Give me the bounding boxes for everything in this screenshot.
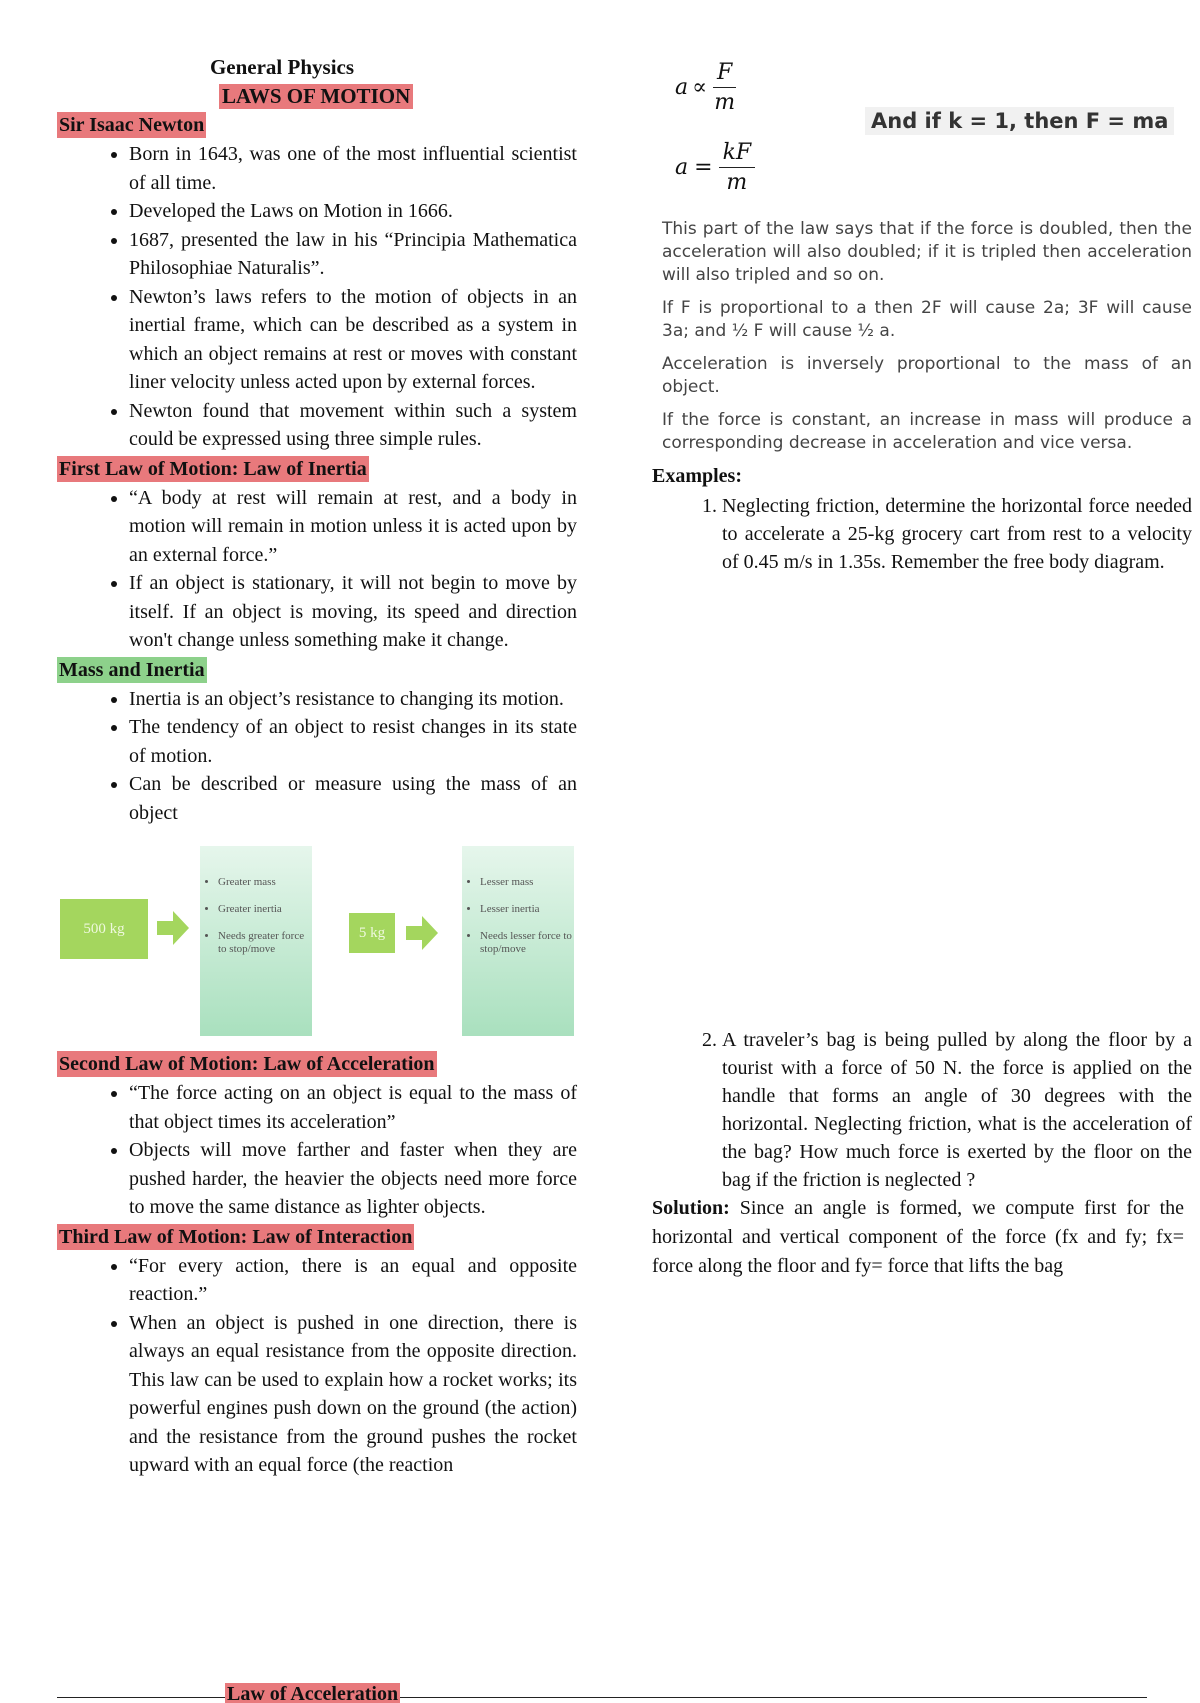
- note-paragraph: If F is proportional to a then 2F will cause 2a; 3F will cause 3a; and ½ F will cause ½ a.: [662, 298, 1192, 341]
- solution-paragraph: [652, 1194, 1184, 1281]
- mass-inertia-diagram: [52, 841, 577, 1041]
- list-item: • 1687, presented the law in his “Principia Mathematica Philosophiae Naturalis”.: [129, 226, 577, 283]
- list-item: • Lesser inertia: [480, 903, 574, 916]
- k-equals-one-note: And if k = 1, then F = ma: [865, 107, 1174, 135]
- mass-box-500kg: 500 kg: [60, 899, 148, 959]
- list-item: • Newton found that movement within such a system could be expressed using three simple rules.: [129, 397, 577, 454]
- list-item: • Objects will move farther and faster when they are pushed harder, the heavier the objects need more force to move the same distance as lighter objects.: [129, 1136, 577, 1222]
- second-law-bullet-list: [57, 1079, 577, 1222]
- list-item: • Newton’s laws refers to the motion of objects in an inertial frame, which can be described as a system in which an object remains at rest or moves with constant liner velocity unless acted upon by external forces.: [129, 283, 577, 397]
- third-law-bullet-list: [57, 1252, 577, 1480]
- formula-numerator: kF: [719, 140, 756, 168]
- list-item: • Inertia is an object’s resistance to changing its motion.: [129, 685, 577, 714]
- first-law-bullet-list: [57, 484, 577, 655]
- formula-denominator: m: [714, 90, 736, 115]
- lesser-mass-panel: [462, 846, 574, 1036]
- list-item: • Lesser mass: [480, 876, 574, 889]
- section-heading-second-law: Second Law of Motion: Law of Acceleration: [59, 1053, 435, 1075]
- document-subtitle: LAWS OF MOTION: [219, 84, 413, 109]
- mass-inertia-bullet-list: [57, 685, 577, 828]
- greater-mass-panel: [200, 846, 312, 1036]
- list-item: • Needs lesser force to stop/move: [480, 930, 574, 956]
- right-body: [650, 218, 1192, 1281]
- right-column: [650, 55, 1190, 1375]
- solution-label: Solution:: [652, 1197, 730, 1219]
- footer-section-label: Law of Acceleration: [227, 1683, 399, 1703]
- list-item: • “For every action, there is an equal and opposite reaction.”: [129, 1252, 577, 1309]
- acceleration-formula: [675, 140, 755, 195]
- list-item: • Needs greater force to stop/move: [218, 930, 312, 956]
- note-paragraph: This part of the law says that if the force is doubled, then the acceleration will also doubled; if it is tripled then acceleration will also tripled and so on.: [662, 219, 1192, 285]
- examples-heading: Examples:: [652, 465, 742, 487]
- document-title: General Physics: [209, 55, 355, 79]
- section-heading-newton: Sir Isaac Newton: [59, 114, 205, 136]
- example-item-1: 1. Neglecting friction, determine the horizontal force needed to accelerate a 25-kg grocery cart from rest to a velocity of 0.45 m/s in 1.35s. Remember the free body diagram.: [722, 492, 1192, 576]
- formula-fraction: [713, 60, 736, 115]
- right-arrow-icon: [406, 916, 438, 950]
- list-item: • If an object is stationary, it will not begin to move by itself. If an object is moving, its speed and direction won't change unless something make it change.: [129, 569, 577, 655]
- formula-operator: ∝: [692, 75, 708, 100]
- list-item: • Greater inertia: [218, 903, 312, 916]
- list-item: • “A body at rest will remain at rest, and a body in motion will remain in motion unless it is acted upon by an external force.”: [129, 484, 577, 570]
- section-heading-mass-inertia: Mass and Inertia: [59, 658, 205, 681]
- list-item: • Born in 1643, was one of the most influential scientist of all time.: [129, 140, 577, 197]
- left-column: [57, 55, 577, 1482]
- example-item-2: 2. A traveler’s bag is being pulled by along the floor by a tourist with a force of 50 N. the force is applied on the handle that forms an angle of 30 degrees with the horizontal. Neglecting friction, what is the acceleration of the bag? How much force is exerted by the floor on the bag if the friction is neglected ?: [722, 1026, 1192, 1194]
- right-arrow-icon: [157, 911, 189, 945]
- mass-box-5kg: 5 kg: [349, 913, 395, 953]
- list-item: • Developed the Laws on Motion in 1666.: [129, 197, 577, 226]
- formula-denominator: m: [726, 170, 748, 195]
- section-heading-third-law: Third Law of Motion: Law of Interaction: [59, 1225, 413, 1248]
- note-paragraph: If the force is constant, an increase in mass will produce a corresponding decrease in acceleration and vice versa.: [662, 410, 1192, 453]
- list-item: • The tendency of an object to resist changes in its state of motion.: [129, 713, 577, 770]
- list-item: • Greater mass: [218, 876, 312, 889]
- newton-bullet-list: [57, 140, 577, 454]
- formula-numerator: F: [713, 60, 736, 88]
- section-heading-first-law: First Law of Motion: Law of Inertia: [59, 457, 367, 480]
- list-item: • When an object is pushed in one direction, there is always an equal resistance from the opposite direction. This law can be used to explain how a rocket works; its powerful engines push down on the ground (the action) and the resistance from the ground pushes the rocket upward with an equal force (the reaction: [129, 1309, 577, 1480]
- list-item: • “The force acting on an object is equal to the mass of that object times its acceleration”: [129, 1079, 577, 1136]
- examples-list: [650, 492, 1192, 1194]
- formula-lhs: a: [675, 75, 689, 100]
- solution-text: Since an angle is formed, we compute first for the horizontal and vertical component of the force (fx and fy; fx= force along the floor and fy= force that lifts the bag: [652, 1197, 1184, 1277]
- formula-lhs: a: [675, 155, 689, 180]
- note-paragraph: Acceleration is inversely proportional to the mass of an object.: [662, 354, 1192, 397]
- list-item: • Can be described or measure using the mass of an object: [129, 770, 577, 827]
- formula-fraction: [719, 140, 756, 195]
- bottom-divider: [57, 1697, 1147, 1698]
- proportionality-formula: [675, 60, 736, 115]
- formula-operator: =: [694, 155, 713, 180]
